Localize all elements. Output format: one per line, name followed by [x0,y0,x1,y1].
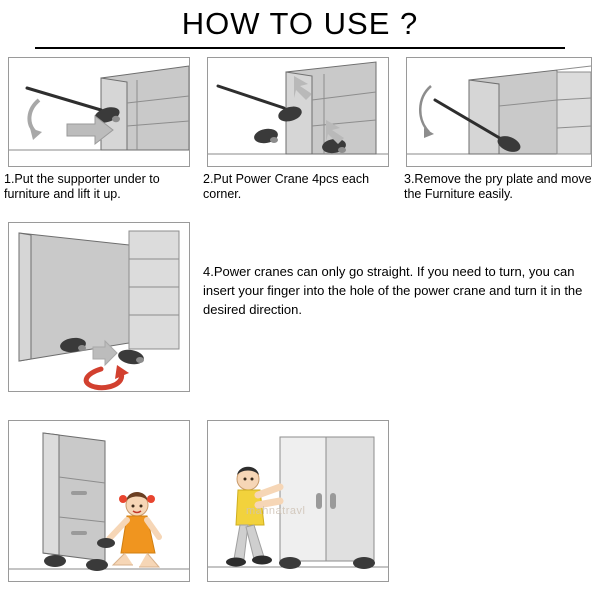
title-divider [35,47,565,49]
page-title: HOW TO USE ? [181,6,419,41]
girl-moving-cabinet-icon [9,421,189,581]
lever-under-furniture-icon [9,58,189,166]
step-caption-2: 2.Put Power Crane 4pcs each corner. [203,172,370,201]
illustration-panel-3 [406,57,592,167]
illustration-panel-4 [8,222,190,392]
step-caption-1: 1.Put the supporter under to furniture and lift it up. [4,172,160,201]
rollers-at-corners-icon [208,58,388,166]
illustration-panel-2 [207,57,389,167]
illustration-panel-1 [8,57,190,167]
step-caption-3: 3.Remove the pry plate and move the Furniture easily. [404,172,592,201]
step-caption-4: 4.Power cranes can only go straight. If you need to turn, you can insert your finger into the hole of the power crane and turn it in the desired direction. [203,264,583,317]
illustration-panel-6 [207,420,389,582]
boy-pushing-wardrobe-icon [208,421,388,581]
remove-pry-plate-icon [407,58,591,166]
illustration-panel-5 [8,420,190,582]
watermark-text: mahnatravl [246,505,306,517]
turning-direction-icon [9,223,189,391]
